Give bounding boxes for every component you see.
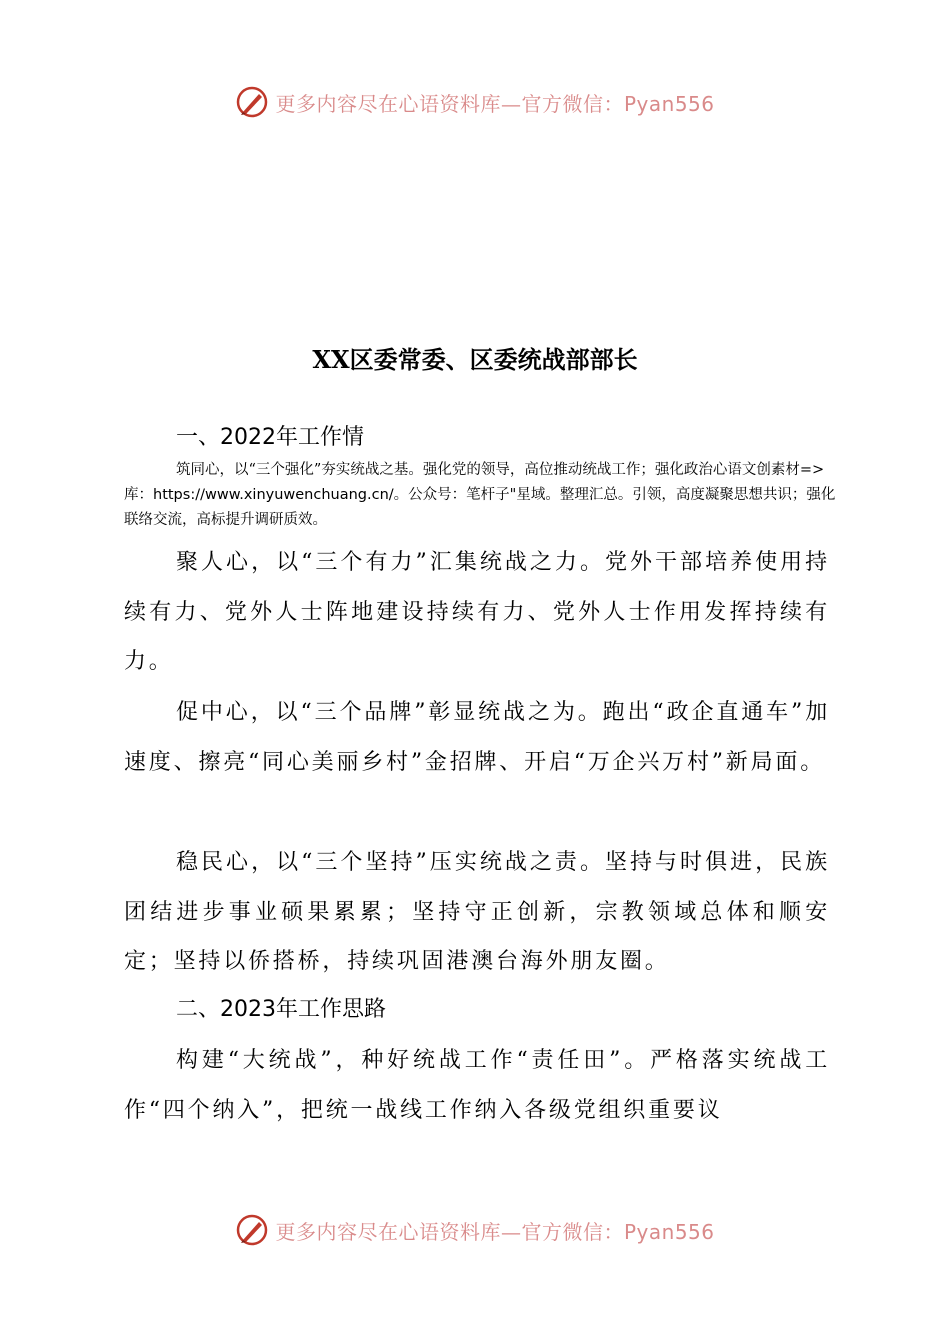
header-watermark [0,82,950,122]
paragraph-promote-center: 促中心，以“三个品牌”彰显统战之为。跑出“政企直通车”加速度、擦亮“同心美丽乡村”金招牌、开启“万企兴万村”新局面。 [124,700,830,775]
footer-watermark [0,1210,950,1250]
watermark-text: 更多内容尽在心语资料库—官方微信： [275,91,624,116]
watermark-text: 更多内容尽在心语资料库—官方微信： [275,1219,624,1244]
section-heading-2022: 一、2022年工作情 [176,425,364,450]
paragraph-stabilize: 稳民心，以“三个坚持”压实统战之责。坚持与时俱进，民族团结进步事业硕果累累；坚持守正创新，宗教领域总体和顺安定；坚持以侨搭桥，持续巩固港澳台海外朋友圈。 [124,850,830,974]
document-title: XX区委常委、区委统战部部长 [312,345,638,374]
pen-circle-logo-icon [235,1213,269,1247]
url-link[interactable]: https://www.xinyuwenchuang.cn/ [153,487,394,503]
section-heading-2023: 二、2023年工作思路 [176,997,386,1022]
small-paragraph [124,458,836,533]
small-para-text-1: 筑同心，以“三个强化”夯实统战之基。强化党的领导，高位推动统战工作；强化政治心语文创素材=>库： [124,462,825,503]
pen-circle-logo-icon [235,85,269,119]
small-para-text-2: 。公众号：笔杆子"星域。整理汇总。引领，高度凝聚思想共识；强化联络交流，高标提升调研质效。 [124,487,836,528]
watermark-wechat-id: Pyan556 [623,91,715,116]
paragraph-build-united-front: 构建“大统战”，种好统战工作“责任田”。严格落实统战工作“四个纳入”，把统一战线工作纳入各级党组织重要议 [124,1048,830,1123]
watermark-wechat-id: Pyan556 [623,1219,715,1244]
paragraph-gather-hearts: 聚人心，以“三个有力”汇集统战之力。党外干部培养使用持续有力、党外人士阵地建设持续有力、党外人士作用发挥持续有力。 [124,550,830,674]
